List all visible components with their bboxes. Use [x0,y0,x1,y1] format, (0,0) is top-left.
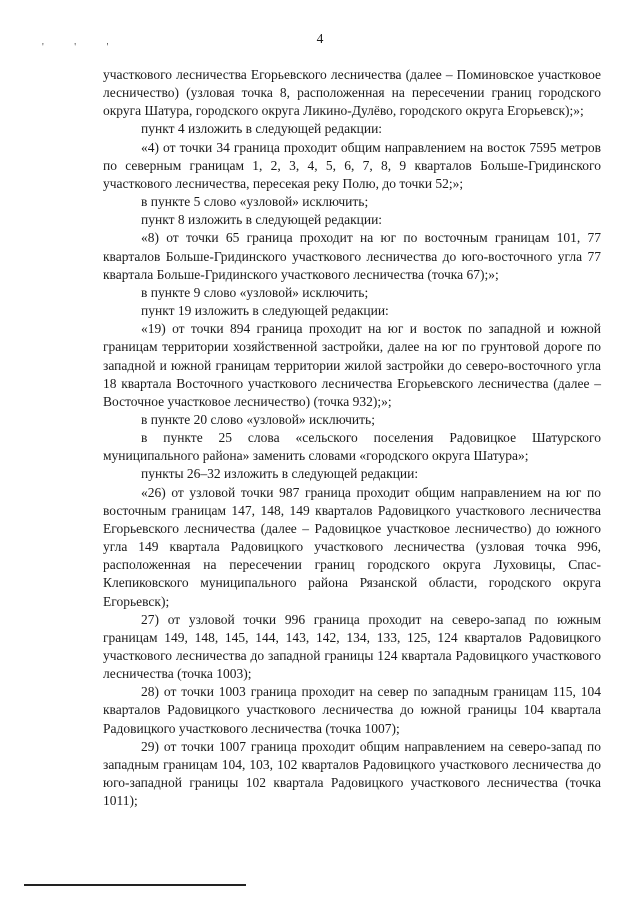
paragraph-12: пункты 26–32 изложить в следующей редакции: [141,466,419,482]
page-number: 4 [316,31,324,46]
paragraph-1: участкового лесничества Егорьевского лесничества (далее – Поминовское участковое лесничество) (узловая точка 8, расположенная на пересечении границ городского округа Шатура, городского округа Ликино-Дулёво, городского округа Егорьевск);»; [103,67,601,119]
document-body [103,66,601,810]
scan-marks: ' ' ' [42,42,123,53]
paragraph-8: пункт 19 изложить в следующей редакции: [141,303,389,319]
paragraph-10: в пункте 20 слово «узловой» исключить; [141,411,375,427]
paragraph-6: «8) от точки 65 граница проходит на юг по восточным границам 101, 77 кварталов Больше-Гридинского участкового лесничества до юго-восточного угла 77 квартала Больше-Гридинского участкового лесничества (точка 67);»; [103,230,601,282]
paragraph-7: в пункте 9 слово «узловой» исключить; [141,284,369,300]
paragraph-16: 29) от точки 1007 граница проходит общим направлением на северо-запад по западным границам 104, 103, 102 кварталов Радовицкого участкового лесничества до юго-западной границы 102 квартала Радовицкого участкового лесничества (точка 1011); [103,738,601,809]
paragraph-15: 28) от точки 1003 граница проходит на север по западным границам 115, 104 кварталов Радовицкого участкового лесничества до южной границы 104 квартала Радовицкого участкового лесничества (точка 1007); [103,684,601,736]
bottom-divider [24,884,246,886]
paragraph-9: «19) от точки 894 граница проходит на юг и восток по западной и южной границам территории хозяйственной застройки, далее на юг по грунтовой дороге по западной и южной границам территории жилой застройки до северо-восточного угла 18 квартала Восточного участкового лесничества Егорьевского лесничества (далее – Восточное участковое лесничество) (точка 932);»; [103,321,601,409]
paragraph-3: «4) от точки 34 граница проходит общим направлением на восток 7595 метров по северным границам 1, 2, 3, 4, 5, 6, 7, 8, 9 кварталов Больше-Гридинского участкового лесничества, пересекая реку Полю, до точки 52;»; [103,139,601,191]
paragraph-4: в пункте 5 слово «узловой» исключить; [141,194,369,210]
paragraph-14: 27) от узловой точки 996 граница проходит на северо-запад по южным границам 149, 148, 145, 144, 143, 142, 134, 133, 125, 124 кварталов Радовицкого участкового лесничества до западной границы 124 квартала Радовицкого участкового лесничества (точка 1003); [103,611,601,682]
paragraph-13: «26) от узловой точки 987 граница проходит общим направлением на юг по восточным границам 147, 148, 149 кварталов Радовицкого участкового лесничества Егорьевского лесничества (далее – Радовицкое участковое лесничество) до южного угла 149 квартала Радовицкого участкового лесничества (узловая точка 996, расположенная на пересечении границ городского округа Луховицы, Спас-Клепиковского муниципального района Рязанской области, городского округа Егорьевск); [103,484,601,609]
paragraph-5: пункт 8 изложить в следующей редакции: [141,212,383,228]
paragraph-11: в пункте 25 слова «сельского поселения Радовицкое Шатурского муниципального района» заменить словами «городского округа Шатура»; [103,430,601,464]
paragraph-2: пункт 4 изложить в следующей редакции: [141,121,383,137]
